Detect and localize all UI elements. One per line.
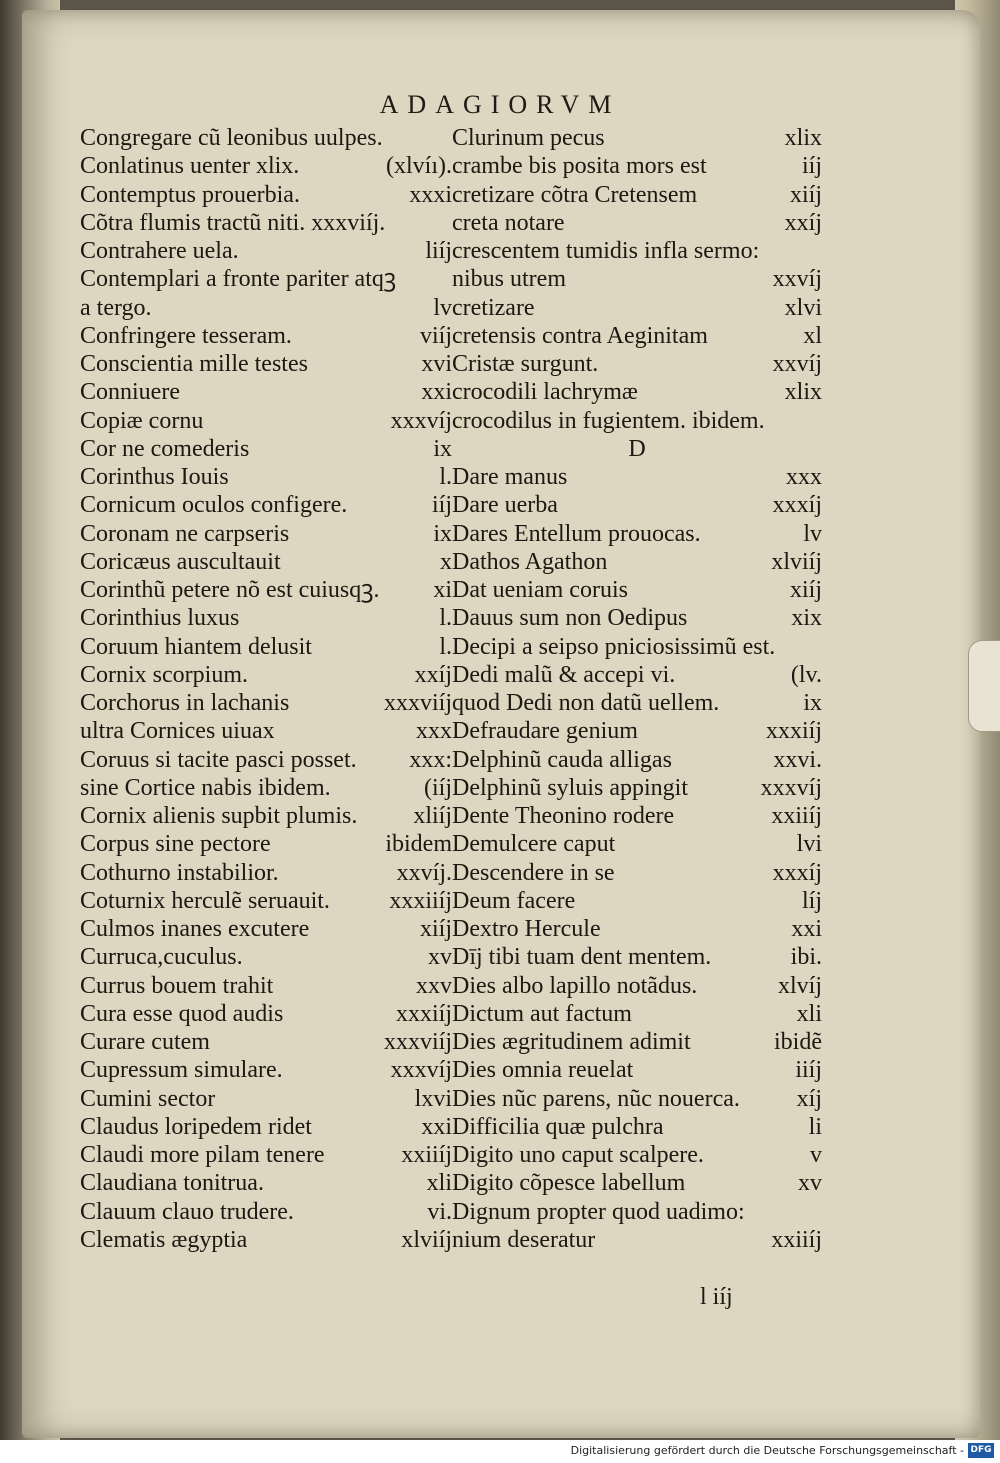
entry-reference: xl (803, 322, 822, 349)
index-entry (452, 152, 822, 180)
index-entry (80, 1028, 452, 1056)
entry-reference: xxxiíj (765, 718, 822, 745)
entry-term: Dare uerba (452, 492, 558, 519)
entry-term: Cura esse quod audis (80, 1000, 284, 1027)
index-entry (452, 1198, 822, 1226)
index-entry (452, 604, 822, 632)
entry-term: Dies omnia reuelat (452, 1057, 634, 1084)
index-entry (80, 1056, 452, 1084)
entry-term: Descendere in se (452, 859, 615, 886)
entry-term: cretizare cõtra Cretensem (452, 181, 698, 208)
entry-reference: iíj (801, 153, 822, 180)
index-entry (452, 350, 822, 378)
index-entry (80, 209, 452, 237)
index-entry (452, 209, 822, 237)
entry-reference: li (808, 1113, 822, 1140)
entry-reference (816, 237, 822, 265)
entry-reference: iiíj (795, 1057, 822, 1084)
entry-term: Currus bouem trahit (80, 972, 274, 999)
entry-reference: xxvíj (772, 351, 822, 377)
index-entry (80, 802, 452, 830)
entry-reference (816, 1198, 822, 1226)
entry-term: Defraudare genium (452, 718, 638, 745)
entry-reference: xxíj (784, 209, 822, 236)
entry-reference: xxv (416, 972, 452, 999)
entry-reference: xiíj (419, 916, 452, 942)
entry-reference: xlviíj (401, 1226, 452, 1253)
index-entry (452, 689, 822, 717)
entry-reference: xxvi. (773, 746, 822, 773)
entry-term: Dares Entellum prouocas. (452, 520, 701, 547)
entry-term: Cornix alienis supbit plumis. (80, 803, 358, 829)
entry-reference: lvi (796, 831, 822, 858)
entry-reference: xxiiíj (771, 1226, 822, 1253)
entry-term: Corchorus in lachanis (80, 690, 290, 716)
entry-reference: xxx (786, 464, 822, 490)
entry-reference: xíj (796, 1085, 822, 1112)
page-title: ADAGIORVM (379, 90, 621, 119)
entry-term: Coturnix herculẽ seruauit. (80, 887, 330, 914)
entry-term: Dignum propter quod uadimo: (452, 1198, 745, 1225)
entry-reference: (iíj (424, 774, 452, 801)
entry-reference: xxiiíj (401, 1142, 452, 1168)
entry-term: Delphinũ cauda alligas (452, 746, 672, 773)
index-entry (452, 1085, 822, 1113)
index-entry (80, 1000, 452, 1028)
index-entry (80, 181, 452, 209)
entry-term: Congregare cũ leonibus uulpes. (80, 125, 383, 151)
entry-reference: xxvíj (772, 266, 822, 293)
index-entry (80, 859, 452, 887)
entry-term: Claudus loripedem ridet (80, 1113, 312, 1140)
index-entry (80, 689, 452, 717)
index-entry (452, 802, 822, 830)
index-entry (80, 887, 452, 915)
index-entry (452, 1028, 822, 1056)
entry-term: Curruca,cuculus. (80, 944, 243, 971)
entry-term: Corpus sine pectore (80, 831, 271, 858)
entry-reference: l. (439, 464, 452, 490)
index-entry (80, 152, 452, 180)
index-entry (80, 435, 452, 463)
entry-term: Corinthius luxus (80, 605, 240, 632)
index-entry (452, 774, 822, 802)
entry-term: Claudi more pilam tenere (80, 1142, 325, 1168)
entry-term: Dextro Hercule (452, 916, 601, 942)
index-entry (80, 943, 452, 971)
entry-term: nibus utrem (452, 266, 566, 293)
entry-reference (816, 407, 822, 435)
entry-term: Dies albo lapillo notãdus. (452, 972, 698, 999)
entry-reference: lxvi (414, 1085, 452, 1112)
entry-term: Culmos inanes excutere (80, 916, 310, 942)
index-entry (80, 604, 452, 632)
index-entry (452, 237, 822, 265)
index-entry (452, 181, 822, 209)
entry-reference: xxx (416, 718, 452, 745)
entry-reference: v (810, 1142, 822, 1168)
index-entry (80, 1226, 452, 1254)
entry-term: Corinthus Iouis (80, 464, 229, 490)
entry-reference: iíj (431, 492, 452, 519)
entry-term: Coronam ne carpseris (80, 520, 290, 547)
entry-reference: xiíj (789, 577, 822, 603)
entry-reference: x (440, 548, 452, 575)
index-entry (80, 548, 452, 576)
entry-reference: l. (439, 633, 452, 660)
entry-term: Dies nũc parens, nũc nouerca. (452, 1085, 740, 1112)
index-entry (452, 1169, 822, 1197)
page-number: l iíj (700, 1284, 733, 1310)
entry-reference: xxi (421, 379, 452, 406)
entry-reference: xlix (784, 379, 822, 406)
entry-term: a tergo. (80, 294, 152, 321)
index-entry (452, 548, 822, 576)
entry-reference: xli (426, 1170, 452, 1197)
index-entry (80, 746, 452, 774)
entry-term: crocodilus in fugientem. ibidem. (452, 407, 765, 434)
index-entry (452, 491, 822, 519)
entry-reference: xxi (791, 916, 822, 942)
entry-term: Conniuere (80, 379, 180, 406)
page-tab-marker (968, 640, 1000, 732)
index-entry (452, 265, 822, 293)
entry-reference: xv (798, 1170, 822, 1197)
entry-reference: vi. (427, 1198, 452, 1225)
index-entry (80, 1141, 452, 1169)
entry-term: Conlatinus uenter xlix. (80, 153, 300, 180)
entry-reference: xxx: (409, 746, 452, 773)
entry-term: Claudiana tonitrua. (80, 1170, 264, 1197)
index-entry (452, 294, 822, 322)
entry-reference: xxxiiíj (389, 887, 452, 914)
index-entry (452, 378, 822, 406)
entry-term: Digito uno caput scalpere. (452, 1142, 704, 1168)
entry-reference: xlvi (784, 294, 822, 321)
entry-term: Curare cutem (80, 1029, 210, 1055)
index-entry (452, 124, 822, 152)
entry-reference: xxxvíj (760, 774, 822, 801)
entry-reference: xxxviíj (383, 690, 452, 716)
entry-term: Cõtra flumis tractũ niti. xxxviíj. (80, 209, 386, 236)
index-entry (452, 1000, 822, 1028)
entry-reference: ix (803, 690, 822, 716)
index-entry (452, 859, 822, 887)
entry-term: sine Cortice nabis ibidem. (80, 774, 331, 801)
entry-reference: ibi. (790, 944, 822, 971)
index-entry (80, 520, 452, 548)
entry-term: cretizare (452, 294, 535, 321)
footer-credit: Digitalisierung gefördert durch die Deutsche Forschungsgemeinschaft - (570, 1444, 964, 1457)
entry-term: Dies ægritudinem adimit (452, 1029, 691, 1055)
entry-term: crescentem tumidis infla sermo: (452, 238, 760, 264)
entry-reference: xxi (421, 1113, 452, 1140)
index-entry (80, 576, 452, 604)
entry-reference: xxxíj (772, 492, 822, 519)
index-entry (452, 463, 822, 491)
entry-term: Corinthũ petere nõ est cuiusqꝫ. (80, 577, 380, 603)
entry-reference: xxxvíj (390, 407, 452, 434)
entry-term: Coruum hiantem delusit (80, 633, 312, 660)
entry-reference: viíj (419, 322, 452, 349)
index-entry (452, 972, 822, 1000)
index-entry (80, 491, 452, 519)
entry-term: Cristæ surgunt. (452, 351, 599, 377)
entry-reference (816, 633, 822, 661)
entry-reference: xv (428, 944, 452, 971)
entry-reference: xlix (784, 125, 822, 151)
entry-reference: ibidem (385, 831, 452, 858)
entry-term: crambe bis posita mors est (452, 153, 707, 180)
entry-reference: xvi (421, 351, 452, 377)
index-entry (452, 661, 822, 689)
entry-term: Clurinum pecus (452, 125, 605, 151)
entry-term: Delphinũ syluis appingit (452, 774, 688, 801)
entry-reference: ibidẽ (774, 1029, 822, 1055)
entry-term: Cumini sector (80, 1085, 216, 1112)
section-letter-heading (452, 435, 822, 463)
index-entry (452, 576, 822, 604)
entry-reference: liíj (425, 238, 452, 264)
index-entry (452, 746, 822, 774)
index-entry (80, 265, 452, 293)
index-entry (80, 1113, 452, 1141)
entry-term: creta notare (452, 209, 565, 236)
index-entry (80, 407, 452, 435)
entry-term: Contemptus prouerbia. (80, 181, 300, 208)
index-entry (80, 915, 452, 943)
index-entry (452, 943, 822, 971)
entry-term: Dictum aut factum (452, 1000, 632, 1027)
entry-reference: xxíj (414, 661, 452, 688)
entry-reference: xlviíj (771, 548, 822, 575)
entry-reference: xiíj (789, 181, 822, 208)
entry-reference: xxxi (409, 181, 452, 208)
entry-reference: lv (433, 294, 452, 321)
index-entry (80, 717, 452, 745)
index-entry (452, 887, 822, 915)
index-entry (452, 1141, 822, 1169)
entry-reference: xxvíj. (396, 859, 452, 886)
entry-term: Conscientia mille testes (80, 351, 308, 377)
index-entry (452, 830, 822, 858)
entry-term: Deum facere (452, 887, 576, 914)
entry-reference: xi (433, 577, 452, 603)
entry-reference: xxxvíj (390, 1057, 452, 1084)
entry-reference: (lv. (790, 661, 822, 688)
index-entry (80, 1085, 452, 1113)
entry-term: Contemplari a fronte pariter atqꝫ (80, 266, 397, 293)
entry-term: Digito cõpesce labellum (452, 1170, 686, 1197)
dfg-logo: DFG (968, 1443, 994, 1458)
entry-term: Dauus sum non Oedipus (452, 605, 688, 632)
index-entry (80, 830, 452, 858)
index-entry (80, 661, 452, 689)
entry-term: crocodili lachrymæ (452, 379, 638, 406)
index-entry (452, 1056, 822, 1084)
entry-reference: xix (791, 605, 822, 632)
entry-term: Dat ueniam coruis (452, 577, 628, 603)
entry-reference: xliíj (413, 803, 452, 829)
index-entry (80, 350, 452, 378)
entry-term: cretensis contra Aeginitam (452, 322, 708, 349)
entry-term: Dare manus (452, 464, 568, 490)
entry-term: Dathos Agathon (452, 548, 608, 575)
entry-term: Dedi malũ & accepi vi. (452, 661, 676, 688)
index-entry (452, 407, 822, 435)
entry-term: Copiæ cornu (80, 407, 204, 434)
entry-term: Cornix scorpium. (80, 661, 248, 688)
entry-term: Difficilia quæ pulchra (452, 1113, 664, 1140)
entry-term: Cor ne comederis (80, 435, 250, 462)
entry-term: Clauum clauo trudere. (80, 1198, 294, 1225)
entry-term: D (628, 435, 646, 462)
index-entry (452, 322, 822, 350)
entry-term: Cornicum oculos configere. (80, 492, 348, 519)
index-entry (80, 972, 452, 1000)
index-entry (80, 633, 452, 661)
entry-term: Dente Theonino rodere (452, 803, 675, 829)
entry-term: Dīj tibi tuam dent mentem. (452, 944, 712, 971)
entry-term: Cothurno instabilior. (80, 859, 279, 886)
index-entry (80, 463, 452, 491)
entry-term: Demulcere caput (452, 831, 616, 858)
entry-term: quod Dedi non datũ uellem. (452, 690, 720, 716)
index-entry (80, 294, 452, 322)
index-entry (452, 633, 822, 661)
entry-reference: ix (433, 435, 452, 462)
entry-reference: xxxíj (772, 859, 822, 886)
entry-reference: xli (796, 1000, 822, 1027)
entry-reference: xxxiíj (395, 1000, 452, 1027)
entry-reference: lv (803, 520, 822, 547)
index-entry (452, 717, 822, 745)
entry-reference: xlvíj (777, 972, 822, 999)
entry-reference: líj (801, 887, 822, 914)
entry-term: Coruus si tacite pasci posset. (80, 746, 357, 773)
entry-reference: xxxviíj (383, 1029, 452, 1055)
right-index-column (452, 124, 822, 1254)
entry-reference: xxiiíj (771, 803, 822, 829)
index-entry (452, 1226, 822, 1254)
index-entry (80, 237, 452, 265)
index-entry (452, 915, 822, 943)
entry-term: Contrahere uela. (80, 238, 239, 264)
index-entry (80, 774, 452, 802)
entry-term: nium deseratur (452, 1226, 596, 1253)
index-entry (80, 1169, 452, 1197)
entry-reference: (xlvíı). (386, 153, 452, 180)
entry-term: Clematis ægyptia (80, 1226, 248, 1253)
index-entry (452, 520, 822, 548)
entry-term: ultra Cornices uiuax (80, 718, 275, 745)
left-index-column (80, 124, 452, 1254)
index-entry (80, 124, 452, 152)
entry-term: Cupressum simulare. (80, 1057, 283, 1084)
entry-reference: l. (439, 605, 452, 632)
entry-term: Confringere tesseram. (80, 322, 292, 349)
entry-term: Decipi a seipso pniciosissimũ est. (452, 633, 776, 660)
index-entry (80, 322, 452, 350)
index-entry (452, 1113, 822, 1141)
index-entry (80, 378, 452, 406)
index-entry (80, 1198, 452, 1226)
entry-reference: ix (433, 520, 452, 547)
entry-term: Coricæus auscultauit (80, 548, 281, 575)
